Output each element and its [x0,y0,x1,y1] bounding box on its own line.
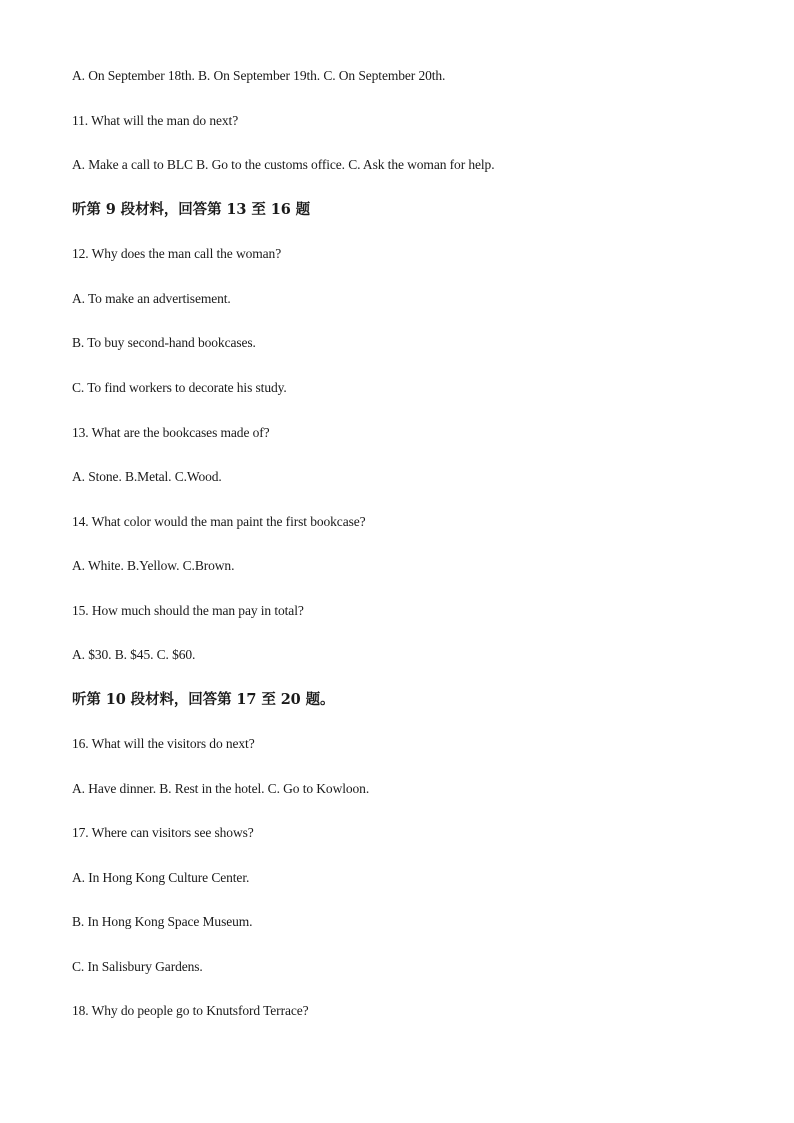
question-11: 11. What will the man do next? [72,113,239,128]
section-heading-10: 听第 10 段材料，回答第 17 至 20 题。 [72,691,335,708]
answer-options-q15: A. $30. B. $45. C. $60. [72,647,196,662]
answer-option-17b: B. In Hong Kong Space Museum. [72,914,253,929]
answer-option-12a: A. To make an advertisement. [72,291,231,306]
answer-options-q13: A. Stone. B.Metal. C.Wood. [72,469,222,484]
question-16: 16. What will the visitors do next? [72,736,255,751]
answer-option-17a: A. In Hong Kong Culture Center. [72,870,250,885]
question-14: 14. What color would the man paint the first bookcase? [72,514,366,529]
answer-option-17c: C. In Salisbury Gardens. [72,959,203,974]
answer-options-q10: A. On September 18th. B. On September 19th. C. On September 20th. [72,68,446,83]
answer-options-q16: A. Have dinner. B. Rest in the hotel. C. Go to Kowloon. [72,781,370,796]
question-18: 18. Why do people go to Knutsford Terrace? [72,1003,309,1018]
answer-options-q14: A. White. B.Yellow. C.Brown. [72,558,235,573]
answer-option-12c: C. To find workers to decorate his study. [72,380,287,395]
question-13: 13. What are the bookcases made of? [72,425,270,440]
section-heading-9: 听第 9 段材料，回答第 13 至 16 题 [72,201,311,218]
question-12: 12. Why does the man call the woman? [72,246,282,261]
question-15: 15. How much should the man pay in total? [72,603,304,618]
answer-options-q11: A. Make a call to BLC B. Go to the customs office. C. Ask the woman for help. [72,157,495,172]
answer-option-12b: B. To buy second-hand bookcases. [72,335,256,350]
question-17: 17. Where can visitors see shows? [72,825,254,840]
